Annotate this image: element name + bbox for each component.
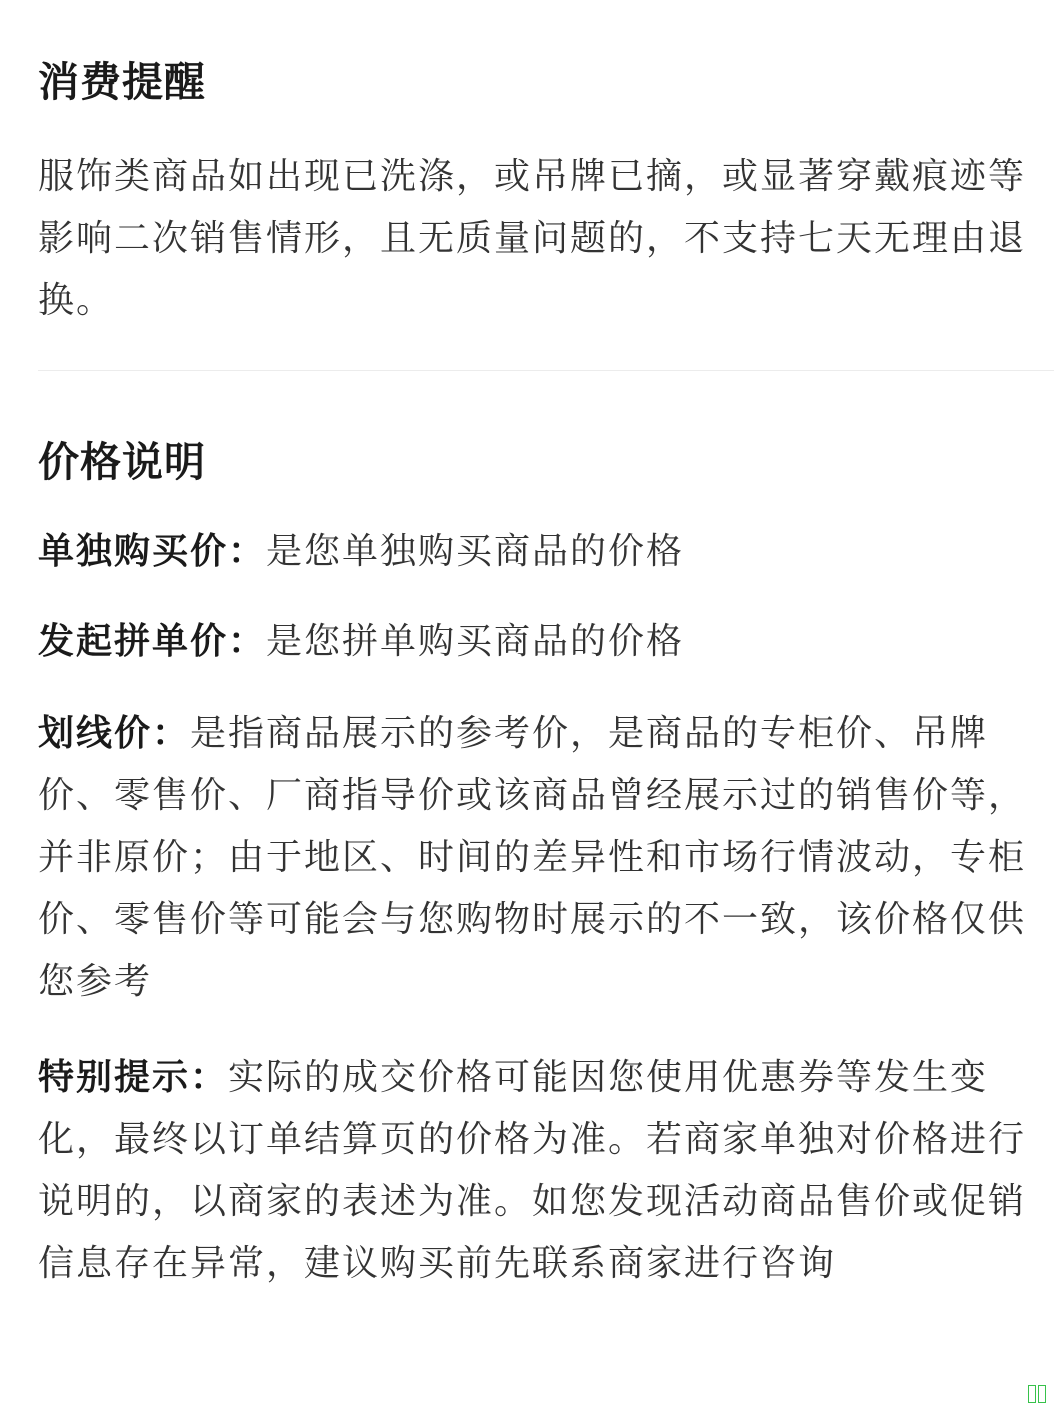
- corner-frame-icon: [1028, 1385, 1048, 1405]
- corner-frame-left-icon: [1028, 1385, 1036, 1403]
- consumer-notice-text: 服饰类商品如出现已洗涤，或吊牌已摘，或显著穿戴痕迹等影响二次销售情形，且无质量问题的，不支持七天无理由退换。: [38, 156, 1027, 321]
- group-price-text: 是您拼单购买商品的价格: [266, 621, 685, 662]
- single-price-label: 单独购买价：: [38, 530, 267, 572]
- strike-price-label: 划线价：: [38, 712, 191, 754]
- special-notice-item: [38, 1046, 1046, 1295]
- group-price-label: 发起拼单价：: [38, 620, 267, 662]
- special-notice-label: 特别提示：: [38, 1056, 229, 1098]
- consumer-notice-title: 消费提醒: [38, 58, 206, 106]
- section-divider: [38, 370, 1054, 371]
- group-price-item: [38, 610, 1046, 673]
- strike-price-item: [38, 702, 1046, 1013]
- special-notice-text: 实际的成交价格可能因您使用优惠券等发生变化，最终以订单结算页的价格为准。若商家单独对价格进行说明的，以商家的表述为准。如您发现活动商品售价或促销信息存在异常，建议购买前先联系商家进行咨询: [38, 1057, 1027, 1284]
- corner-frame-right-icon: [1038, 1385, 1046, 1403]
- single-price-text: 是您单独购买商品的价格: [266, 531, 685, 572]
- single-price-item: [38, 520, 1046, 583]
- strike-price-text: 是指商品展示的参考价，是商品的专柜价、吊牌价、零售价、厂商指导价或该商品曾经展示过的销售价等，并非原价；由于地区、时间的差异性和市场行情波动，专柜价、零售价等可能会与您购物时展示的不一致，该价格仅供您参考: [38, 713, 1027, 1002]
- price-explanation-title: 价格说明: [38, 438, 206, 486]
